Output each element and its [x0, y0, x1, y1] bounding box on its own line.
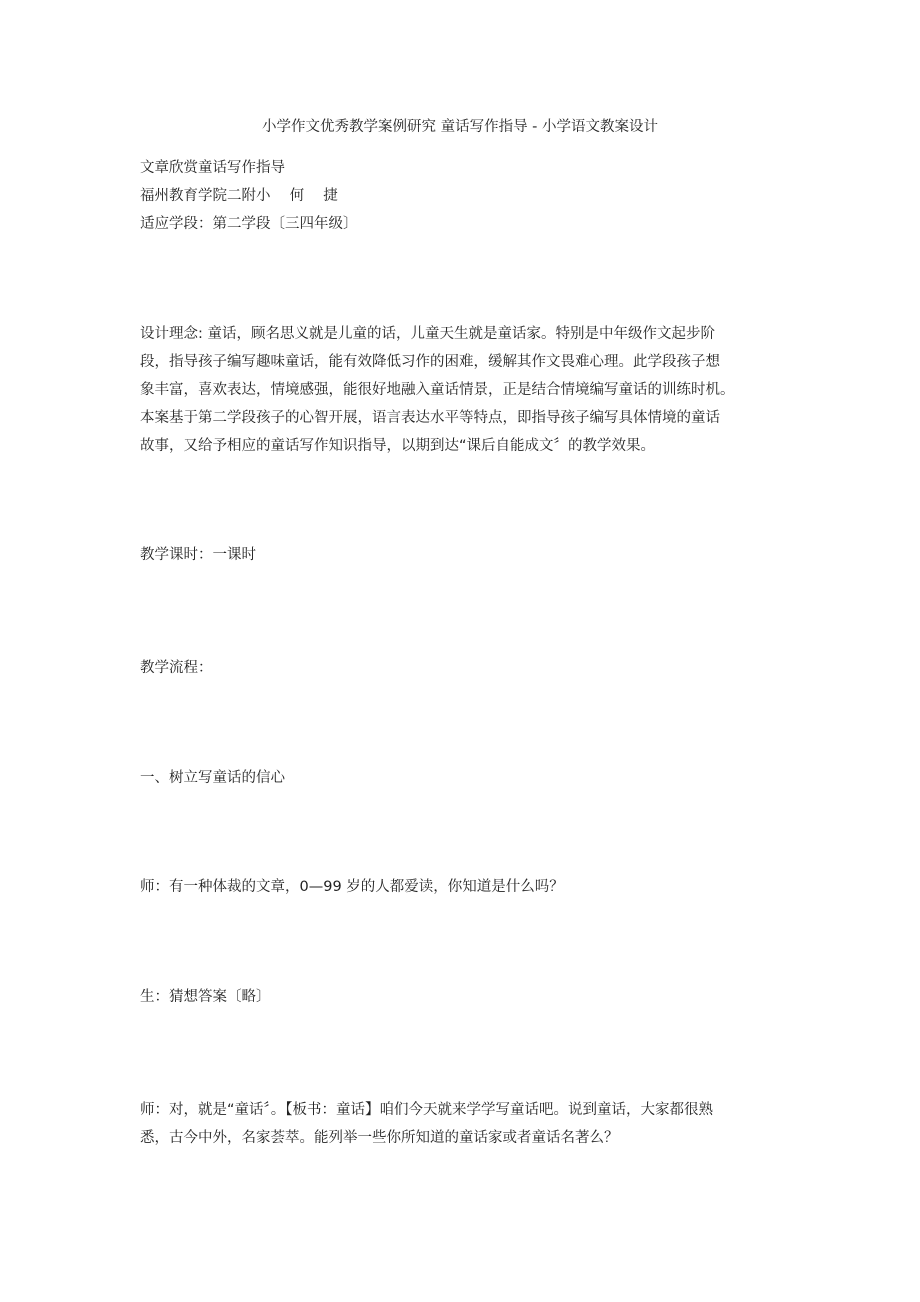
article-subtitle: 文章欣赏童话写作指导 [140, 160, 285, 176]
paragraph-line: 段，指导孩子编写趣味童话，能有效降低习作的困难，缓解其作文畏难心理。此学段孩子想 [140, 354, 720, 370]
paragraph-line: 故事，又给予相应的童话写作知识指导，以期到达“课后自能成文〞的教学效果。 [140, 438, 656, 454]
paragraph-line: 本案基于第二学段孩子的心智开展，语言表达水平等特点，即指导孩子编写具体情境的童话 [140, 410, 720, 426]
author-line: 福州教育学院二附小 何 捷 [140, 188, 338, 204]
paragraph-line: 象丰富，喜欢表达，情境感强，能很好地融入童话情景，正是结合情境编写童话的训练时机。 [140, 382, 735, 398]
teacher-line-1: 师：有一种体裁的文章，0—99 岁的人都爱读，你知道是什么吗？ [140, 879, 564, 895]
section-heading-1: 一、树立写童话的信心 [140, 770, 285, 786]
class-hours: 教学课时：一课时 [140, 547, 256, 563]
process-label: 教学流程： [140, 660, 213, 676]
paragraph-line: 师：对，就是“童话〞。【板书：童话】咱们今天就来学学写童话吧。说到童话，大家都很熟 [140, 1102, 714, 1118]
document-title: 小学作文优秀教学案例研究 童话写作指导 - 小学语文教案设计 [261, 119, 659, 135]
student-line-1: 生：猜想答案〔略〕 [140, 989, 271, 1005]
grade-level-line: 适应学段：第二学段〔三四年级〕 [140, 216, 358, 232]
paragraph-line: 设计理念: 童话，顾名思义就是儿童的话，儿童天生就是童话家。特别是中年级作文起步阶 [140, 326, 715, 342]
paragraph-line: 悉，古今中外，名家荟萃。能列举一些你所知道的童话家或者童话名著么？ [140, 1130, 619, 1146]
